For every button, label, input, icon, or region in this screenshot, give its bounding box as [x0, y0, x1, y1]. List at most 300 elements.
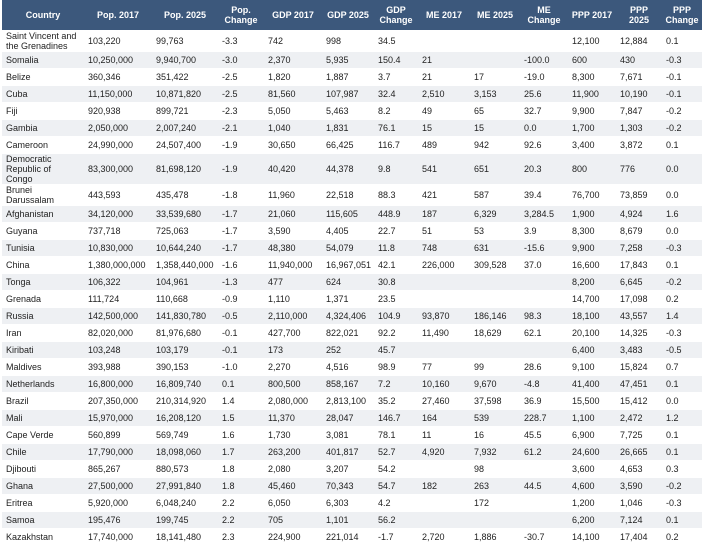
cell-country: Russia: [2, 308, 84, 325]
cell-ppp-2017: 16,600: [568, 257, 616, 274]
cell-gdp-2025: 401,817: [322, 444, 374, 461]
country-indicators-table: [2, 0, 702, 546]
cell-country: Cuba: [2, 86, 84, 103]
cell-gdp-change: 448.9: [374, 206, 418, 223]
cell-me-2025: [470, 52, 520, 69]
cell-ppp-change: 0.1: [662, 376, 702, 393]
cell-me-2017: 421: [418, 185, 470, 206]
cell-me-2017: [418, 495, 470, 512]
cell-gdp-2017: 11,960: [264, 185, 322, 206]
cell-me-2017: [418, 342, 470, 359]
cell-ppp-2017: 8,300: [568, 223, 616, 240]
cell-pop-2017: 2,050,000: [84, 120, 152, 137]
cell-country: Maldives: [2, 359, 84, 376]
table-row: [2, 31, 702, 52]
cell-pop-2017: 103,248: [84, 342, 152, 359]
cell-pop-2017: 17,740,000: [84, 529, 152, 546]
cell-pop-2025: 10,871,820: [152, 86, 218, 103]
cell-gdp-change: 8.2: [374, 103, 418, 120]
cell-country: Grenada: [2, 291, 84, 308]
cell-ppp-2025: 7,124: [616, 512, 662, 529]
cell-pop-change: -3.3: [218, 31, 264, 52]
cell-ppp-change: 0.0: [662, 185, 702, 206]
cell-pop-2025: 24,507,400: [152, 137, 218, 154]
cell-gdp-2025: 4,516: [322, 359, 374, 376]
cell-me-change: [520, 512, 568, 529]
cell-gdp-2025: 822,021: [322, 325, 374, 342]
cell-gdp-2017: 11,370: [264, 410, 322, 427]
cell-gdp-2017: 81,560: [264, 86, 322, 103]
cell-me-2017: 489: [418, 137, 470, 154]
header-pop-2017: Pop. 2017: [84, 0, 152, 31]
header-ppp-change: PPP Change: [662, 0, 702, 31]
cell-me-2025: 15: [470, 120, 520, 137]
cell-me-2017: 93,870: [418, 308, 470, 325]
cell-me-2017: 2,720: [418, 529, 470, 546]
cell-pop-2025: 351,422: [152, 69, 218, 86]
cell-gdp-change: 35.2: [374, 393, 418, 410]
cell-me-2025: 172: [470, 495, 520, 512]
cell-me-2017: [418, 274, 470, 291]
cell-country: Eritrea: [2, 495, 84, 512]
table-row: [2, 137, 702, 154]
cell-me-2025: [470, 512, 520, 529]
cell-gdp-2017: 11,940,000: [264, 257, 322, 274]
cell-me-2017: 4,920: [418, 444, 470, 461]
cell-pop-2017: 15,970,000: [84, 410, 152, 427]
cell-pop-2017: 10,830,000: [84, 240, 152, 257]
cell-gdp-2017: 1,110: [264, 291, 322, 308]
cell-country: Samoa: [2, 512, 84, 529]
cell-me-change: 32.7: [520, 103, 568, 120]
cell-gdp-2017: 427,700: [264, 325, 322, 342]
cell-me-change: [520, 274, 568, 291]
cell-ppp-2025: 15,824: [616, 359, 662, 376]
cell-country: Brazil: [2, 393, 84, 410]
cell-pop-change: -1.0: [218, 359, 264, 376]
cell-ppp-2025: 430: [616, 52, 662, 69]
cell-ppp-change: 0.0: [662, 223, 702, 240]
cell-gdp-change: 23.5: [374, 291, 418, 308]
cell-gdp-2025: 115,605: [322, 206, 374, 223]
cell-gdp-2017: 1,040: [264, 120, 322, 137]
cell-ppp-change: 0.1: [662, 31, 702, 52]
cell-gdp-change: 22.7: [374, 223, 418, 240]
cell-country: China: [2, 257, 84, 274]
cell-ppp-2017: 11,900: [568, 86, 616, 103]
cell-pop-2017: 34,120,000: [84, 206, 152, 223]
cell-me-2017: 49: [418, 103, 470, 120]
header-gdp-2017: GDP 2017: [264, 0, 322, 31]
cell-gdp-change: 32.4: [374, 86, 418, 103]
cell-pop-2017: 11,150,000: [84, 86, 152, 103]
cell-gdp-change: -1.7: [374, 529, 418, 546]
cell-ppp-2017: 14,100: [568, 529, 616, 546]
cell-country: Fiji: [2, 103, 84, 120]
cell-ppp-2025: 17,098: [616, 291, 662, 308]
cell-gdp-change: 98.9: [374, 359, 418, 376]
cell-me-2025: 3,153: [470, 86, 520, 103]
cell-me-2025: 53: [470, 223, 520, 240]
cell-gdp-2017: 1,730: [264, 427, 322, 444]
cell-ppp-change: 0.1: [662, 444, 702, 461]
cell-gdp-2017: 45,460: [264, 478, 322, 495]
cell-ppp-2025: 15,412: [616, 393, 662, 410]
cell-pop-2017: 106,322: [84, 274, 152, 291]
cell-pop-2025: 104,961: [152, 274, 218, 291]
cell-gdp-change: 42.1: [374, 257, 418, 274]
cell-gdp-2017: 21,060: [264, 206, 322, 223]
cell-pop-change: -3.0: [218, 52, 264, 69]
cell-pop-change: -1.7: [218, 206, 264, 223]
table-row: [2, 103, 702, 120]
table-row: [2, 291, 702, 308]
cell-me-change: 3,284.5: [520, 206, 568, 223]
cell-ppp-2017: 12,100: [568, 31, 616, 52]
table-row: [2, 154, 702, 185]
cell-ppp-2017: 1,700: [568, 120, 616, 137]
cell-pop-2025: 33,539,680: [152, 206, 218, 223]
table-row: [2, 185, 702, 206]
cell-gdp-change: 34.5: [374, 31, 418, 52]
cell-ppp-2025: 10,190: [616, 86, 662, 103]
cell-gdp-2025: 4,324,406: [322, 308, 374, 325]
cell-me-change: -19.0: [520, 69, 568, 86]
cell-pop-2017: 5,920,000: [84, 495, 152, 512]
cell-country: Mali: [2, 410, 84, 427]
table-row: [2, 342, 702, 359]
cell-gdp-2025: 66,425: [322, 137, 374, 154]
cell-ppp-2017: 20,100: [568, 325, 616, 342]
cell-me-2025: 186,146: [470, 308, 520, 325]
cell-me-2017: 21: [418, 52, 470, 69]
cell-gdp-2025: 16,967,051: [322, 257, 374, 274]
cell-me-2025: 942: [470, 137, 520, 154]
cell-gdp-change: 88.3: [374, 185, 418, 206]
cell-pop-change: 1.8: [218, 461, 264, 478]
cell-me-change: 36.9: [520, 393, 568, 410]
cell-me-change: 228.7: [520, 410, 568, 427]
table-header-row: [2, 0, 702, 31]
cell-gdp-2025: 5,935: [322, 52, 374, 69]
cell-pop-2025: 6,048,240: [152, 495, 218, 512]
table-row: [2, 495, 702, 512]
cell-pop-2025: 103,179: [152, 342, 218, 359]
cell-me-2017: 15: [418, 120, 470, 137]
cell-ppp-2017: 6,200: [568, 512, 616, 529]
cell-pop-2017: 27,500,000: [84, 478, 152, 495]
cell-gdp-change: 150.4: [374, 52, 418, 69]
cell-pop-2017: 737,718: [84, 223, 152, 240]
cell-me-change: [520, 342, 568, 359]
cell-me-change: 61.2: [520, 444, 568, 461]
cell-ppp-change: 0.1: [662, 512, 702, 529]
cell-gdp-change: 92.2: [374, 325, 418, 342]
cell-ppp-2017: 1,200: [568, 495, 616, 512]
cell-country: Netherlands: [2, 376, 84, 393]
cell-pop-2017: 17,790,000: [84, 444, 152, 461]
cell-pop-change: 2.2: [218, 512, 264, 529]
cell-country: Somalia: [2, 52, 84, 69]
cell-me-2017: 226,000: [418, 257, 470, 274]
header-me-2025: ME 2025: [470, 0, 520, 31]
table-row: [2, 359, 702, 376]
cell-country: Ghana: [2, 478, 84, 495]
cell-gdp-change: 54.2: [374, 461, 418, 478]
cell-gdp-2017: 705: [264, 512, 322, 529]
cell-gdp-2025: 54,079: [322, 240, 374, 257]
cell-country: Djibouti: [2, 461, 84, 478]
cell-me-2017: 2,510: [418, 86, 470, 103]
header-me-2017: ME 2017: [418, 0, 470, 31]
cell-pop-2025: 210,314,920: [152, 393, 218, 410]
table-row: [2, 223, 702, 240]
cell-me-2017: 11: [418, 427, 470, 444]
cell-me-2017: 10,160: [418, 376, 470, 393]
cell-me-2017: 182: [418, 478, 470, 495]
cell-pop-change: -1.7: [218, 240, 264, 257]
cell-ppp-2025: 3,483: [616, 342, 662, 359]
cell-gdp-2025: 22,518: [322, 185, 374, 206]
table-row: [2, 257, 702, 274]
cell-me-2017: 21: [418, 69, 470, 86]
table-row: [2, 393, 702, 410]
cell-ppp-change: 0.2: [662, 529, 702, 546]
cell-ppp-2025: 2,472: [616, 410, 662, 427]
cell-me-2025: 16: [470, 427, 520, 444]
cell-me-2025: [470, 291, 520, 308]
cell-gdp-2017: 2,080,000: [264, 393, 322, 410]
cell-country: Kazakhstan: [2, 529, 84, 546]
cell-ppp-2025: 1,303: [616, 120, 662, 137]
cell-ppp-2025: 12,884: [616, 31, 662, 52]
cell-me-change: 98.3: [520, 308, 568, 325]
cell-gdp-2017: 800,500: [264, 376, 322, 393]
cell-pop-change: 2.3: [218, 529, 264, 546]
table-row: [2, 478, 702, 495]
cell-pop-change: -2.1: [218, 120, 264, 137]
cell-pop-2025: 18,098,060: [152, 444, 218, 461]
cell-ppp-2025: 7,258: [616, 240, 662, 257]
cell-pop-2017: 560,899: [84, 427, 152, 444]
cell-pop-2025: 81,976,680: [152, 325, 218, 342]
cell-me-change: 0.0: [520, 120, 568, 137]
cell-ppp-2025: 3,872: [616, 137, 662, 154]
cell-ppp-2017: 1,100: [568, 410, 616, 427]
cell-ppp-change: 0.0: [662, 393, 702, 410]
cell-gdp-change: 116.7: [374, 137, 418, 154]
cell-me-change: -4.8: [520, 376, 568, 393]
cell-ppp-change: 0.1: [662, 427, 702, 444]
table-row: [2, 461, 702, 478]
cell-me-2025: 263: [470, 478, 520, 495]
cell-pop-2025: 99,763: [152, 31, 218, 52]
cell-country: Saint Vincent and the Grenadines: [2, 31, 84, 52]
cell-ppp-2017: 3,600: [568, 461, 616, 478]
cell-me-2025: 309,528: [470, 257, 520, 274]
cell-me-2017: 541: [418, 154, 470, 185]
table-row: [2, 376, 702, 393]
cell-ppp-2025: 17,404: [616, 529, 662, 546]
cell-ppp-2025: 7,725: [616, 427, 662, 444]
cell-country: Gambia: [2, 120, 84, 137]
cell-me-change: -15.6: [520, 240, 568, 257]
table-row: [2, 274, 702, 291]
cell-me-2025: 651: [470, 154, 520, 185]
cell-ppp-2025: 1,046: [616, 495, 662, 512]
header-country: Country: [2, 0, 84, 31]
cell-me-2017: 748: [418, 240, 470, 257]
cell-gdp-2025: 6,303: [322, 495, 374, 512]
cell-country: Tunisia: [2, 240, 84, 257]
cell-me-2017: [418, 461, 470, 478]
cell-me-change: 28.6: [520, 359, 568, 376]
cell-gdp-change: 146.7: [374, 410, 418, 427]
cell-pop-2025: 725,063: [152, 223, 218, 240]
cell-country: Democratic Republic of Congo: [2, 154, 84, 185]
cell-ppp-2025: 14,325: [616, 325, 662, 342]
cell-pop-change: -0.5: [218, 308, 264, 325]
cell-pop-change: 1.5: [218, 410, 264, 427]
cell-gdp-2017: 2,080: [264, 461, 322, 478]
cell-me-change: 37.0: [520, 257, 568, 274]
cell-me-2025: 1,886: [470, 529, 520, 546]
cell-gdp-change: 45.7: [374, 342, 418, 359]
cell-me-2025: 65: [470, 103, 520, 120]
cell-pop-2017: 360,346: [84, 69, 152, 86]
cell-ppp-2017: 3,400: [568, 137, 616, 154]
cell-pop-change: -2.5: [218, 69, 264, 86]
cell-ppp-2017: 9,100: [568, 359, 616, 376]
cell-gdp-2025: 1,887: [322, 69, 374, 86]
cell-country: Cameroon: [2, 137, 84, 154]
cell-ppp-change: 0.7: [662, 359, 702, 376]
cell-ppp-2025: 4,653: [616, 461, 662, 478]
cell-ppp-change: -0.5: [662, 342, 702, 359]
table-row: [2, 410, 702, 427]
cell-ppp-2025: 7,671: [616, 69, 662, 86]
cell-ppp-change: -0.3: [662, 240, 702, 257]
cell-me-2025: 99: [470, 359, 520, 376]
cell-gdp-2025: 1,101: [322, 512, 374, 529]
cell-pop-2017: 83,300,000: [84, 154, 152, 185]
cell-ppp-2025: 26,665: [616, 444, 662, 461]
cell-pop-2025: 880,573: [152, 461, 218, 478]
table-row: [2, 427, 702, 444]
cell-country: Tonga: [2, 274, 84, 291]
cell-ppp-change: 1.4: [662, 308, 702, 325]
cell-ppp-2025: 47,451: [616, 376, 662, 393]
cell-gdp-2017: 263,200: [264, 444, 322, 461]
cell-me-2025: 7,932: [470, 444, 520, 461]
cell-pop-2025: 18,141,480: [152, 529, 218, 546]
cell-pop-2017: 16,800,000: [84, 376, 152, 393]
cell-gdp-2017: 6,050: [264, 495, 322, 512]
cell-me-2017: 27,460: [418, 393, 470, 410]
cell-pop-2017: 443,593: [84, 185, 152, 206]
table-row: [2, 86, 702, 103]
cell-gdp-2025: 998: [322, 31, 374, 52]
cell-me-2017: [418, 31, 470, 52]
cell-gdp-change: 7.2: [374, 376, 418, 393]
cell-country: Cape Verde: [2, 427, 84, 444]
cell-pop-2025: 1,358,440,000: [152, 257, 218, 274]
table-row: [2, 444, 702, 461]
cell-ppp-change: 0.0: [662, 154, 702, 185]
cell-gdp-2017: 742: [264, 31, 322, 52]
cell-gdp-2025: 221,014: [322, 529, 374, 546]
cell-ppp-change: -0.2: [662, 103, 702, 120]
cell-ppp-2017: 8,300: [568, 69, 616, 86]
cell-pop-2025: 16,208,120: [152, 410, 218, 427]
cell-gdp-2017: 2,270: [264, 359, 322, 376]
cell-country: Guyana: [2, 223, 84, 240]
cell-ppp-2017: 15,500: [568, 393, 616, 410]
cell-pop-change: -2.3: [218, 103, 264, 120]
cell-pop-change: -0.1: [218, 325, 264, 342]
cell-ppp-change: 0.2: [662, 291, 702, 308]
cell-pop-2025: 199,745: [152, 512, 218, 529]
table-row: [2, 120, 702, 137]
cell-gdp-2025: 2,813,100: [322, 393, 374, 410]
cell-gdp-2017: 5,050: [264, 103, 322, 120]
cell-me-change: [520, 291, 568, 308]
cell-gdp-2017: 224,900: [264, 529, 322, 546]
cell-country: Belize: [2, 69, 84, 86]
cell-pop-2017: 207,350,000: [84, 393, 152, 410]
cell-gdp-2017: 2,370: [264, 52, 322, 69]
cell-pop-2025: 10,644,240: [152, 240, 218, 257]
cell-pop-change: 1.6: [218, 427, 264, 444]
cell-pop-change: -1.3: [218, 274, 264, 291]
cell-country: Chile: [2, 444, 84, 461]
cell-me-2025: [470, 342, 520, 359]
cell-pop-2017: 1,380,000,000: [84, 257, 152, 274]
cell-pop-change: -1.9: [218, 137, 264, 154]
cell-ppp-2025: 3,590: [616, 478, 662, 495]
cell-pop-change: 1.8: [218, 478, 264, 495]
cell-me-change: 25.6: [520, 86, 568, 103]
cell-pop-2025: 2,007,240: [152, 120, 218, 137]
cell-country: Brunei Darussalam: [2, 185, 84, 206]
cell-me-2017: 77: [418, 359, 470, 376]
cell-me-change: -30.7: [520, 529, 568, 546]
cell-pop-2025: 16,809,740: [152, 376, 218, 393]
cell-gdp-change: 11.8: [374, 240, 418, 257]
cell-pop-2017: 393,988: [84, 359, 152, 376]
cell-gdp-change: 3.7: [374, 69, 418, 86]
cell-gdp-2025: 107,987: [322, 86, 374, 103]
cell-ppp-change: 1.2: [662, 410, 702, 427]
cell-gdp-2025: 3,081: [322, 427, 374, 444]
cell-me-2017: 11,490: [418, 325, 470, 342]
cell-gdp-2017: 477: [264, 274, 322, 291]
table-row: [2, 512, 702, 529]
cell-pop-2025: 81,698,120: [152, 154, 218, 185]
cell-pop-change: 1.7: [218, 444, 264, 461]
cell-ppp-2025: 7,847: [616, 103, 662, 120]
cell-ppp-2025: 17,843: [616, 257, 662, 274]
cell-me-change: [520, 31, 568, 52]
cell-ppp-2017: 41,400: [568, 376, 616, 393]
cell-me-2025: 17: [470, 69, 520, 86]
cell-ppp-change: -0.1: [662, 86, 702, 103]
cell-gdp-2017: 1,820: [264, 69, 322, 86]
cell-gdp-2025: 28,047: [322, 410, 374, 427]
cell-ppp-2025: 776: [616, 154, 662, 185]
table-row: [2, 325, 702, 342]
cell-pop-change: -1.7: [218, 223, 264, 240]
